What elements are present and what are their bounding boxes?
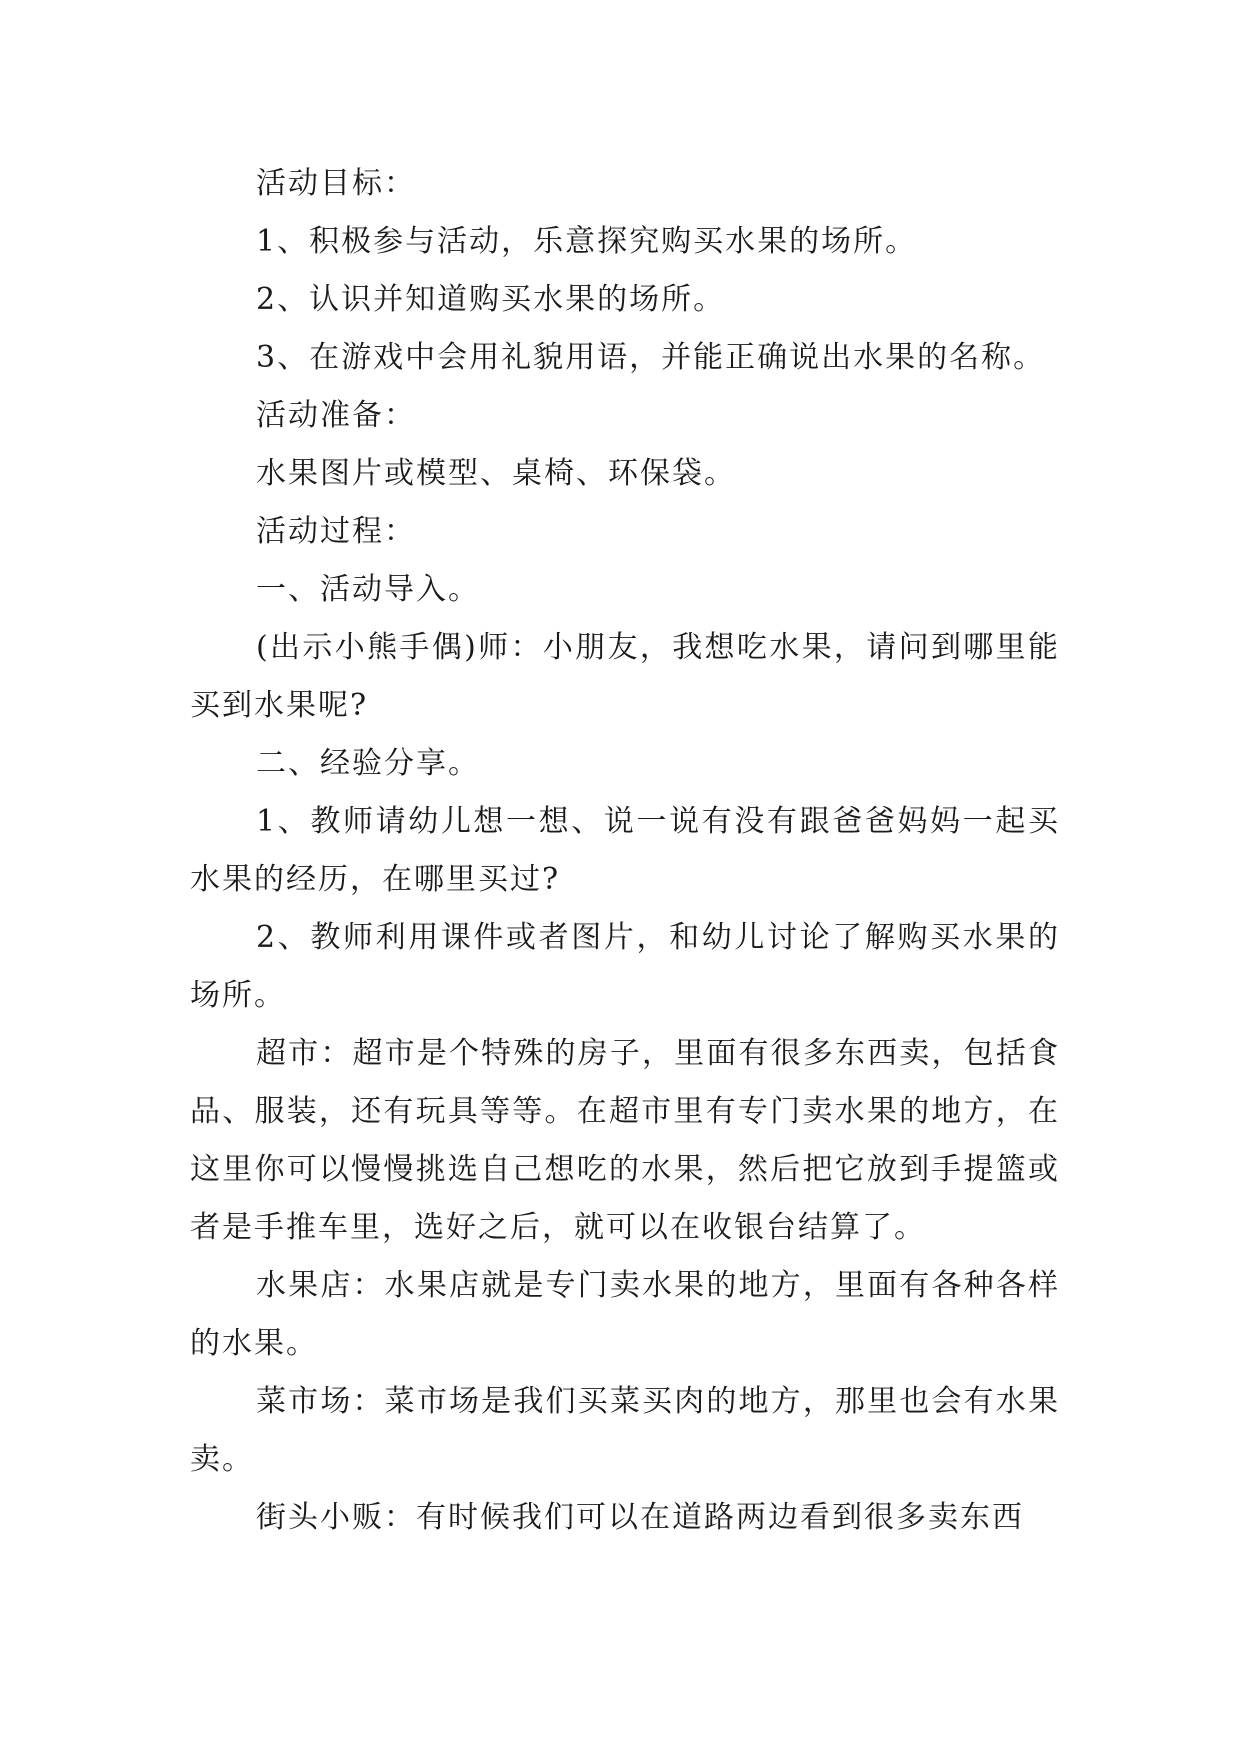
goal-item-3: 3、在游戏中会用礼貌用语，并能正确说出水果的名称。 (256, 340, 1046, 375)
document-page (190, 155, 1060, 1547)
section-intro-heading: 一、活动导入。 (256, 572, 480, 607)
intro-paragraph: (出示小熊手偶)师：小朋友，我想吃水果，请问到哪里能买到水果呢? (190, 630, 1060, 723)
experience-item-1: 1、教师请幼儿想一想、说一说有没有跟爸爸妈妈一起买水果的经历，在哪里买过? (190, 804, 1060, 897)
heading-activity-goals: 活动目标： (256, 166, 416, 201)
section-experience-heading: 二、经验分享。 (256, 746, 480, 781)
experience-item-2: 2、教师利用课件或者图片，和幼儿讨论了解购买水果的场所。 (190, 920, 1060, 1013)
preparation-text: 水果图片或模型、桌椅、环保袋。 (256, 456, 736, 491)
street-vendor-paragraph: 街头小贩：有时候我们可以在道路两边看到很多卖东西 (256, 1500, 1024, 1535)
heading-activity-process: 活动过程： (256, 514, 416, 549)
goal-item-2: 2、认识并知道购买水果的场所。 (256, 282, 726, 317)
goal-item-1: 1、积极参与活动，乐意探究购买水果的场所。 (256, 224, 918, 259)
heading-activity-preparation: 活动准备： (256, 398, 416, 433)
fruit-shop-paragraph: 水果店：水果店就是专门卖水果的地方，里面有各种各样的水果。 (190, 1268, 1060, 1361)
supermarket-paragraph: 超市：超市是个特殊的房子，里面有很多东西卖，包括食品、服装，还有玩具等等。在超市里有专门卖水果的地方，在这里你可以慢慢挑选自己想吃的水果，然后把它放到手提篮或者是手推车里，选好之后，就可以在收银台结算了。 (190, 1036, 1060, 1245)
vegetable-market-paragraph: 菜市场：菜市场是我们买菜买肉的地方，那里也会有水果卖。 (190, 1384, 1060, 1477)
